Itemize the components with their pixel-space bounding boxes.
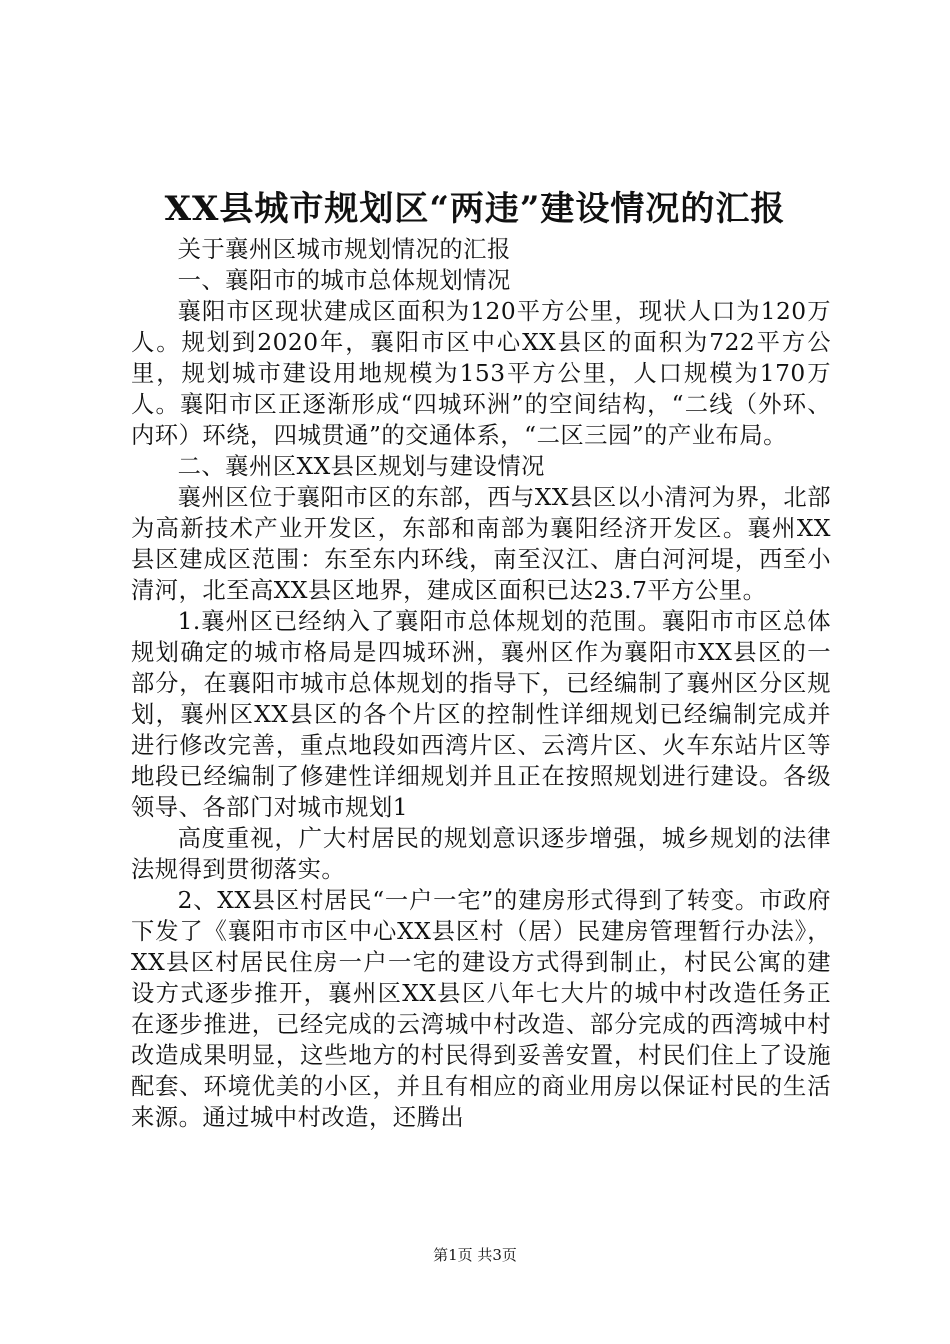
paragraph-section-1-heading: 一、襄阳市的城市总体规划情况 xyxy=(177,267,511,294)
page-number-footer: 第1页 共3页 xyxy=(433,1246,517,1264)
paragraph: 襄州区位于襄阳市区的东部，西与XX县区以小清河为界，北部为高新技术产业开发区，东部和南部为襄阳经济开发区。襄州XX县区建成区范围：东至东内环线，南至汉江、唐白河河堤，西至小清河，北至高XX县区地界，建成区面积已达23.7平方公里。 xyxy=(131,484,831,604)
document-body xyxy=(131,234,831,1133)
paragraph: 高度重视，广大村居民的规划意识逐步增强，城乡规划的法律法规得到贯彻落实。 xyxy=(131,825,831,883)
paragraph-section-2-heading: 二、襄州区XX县区规划与建设情况 xyxy=(177,453,545,480)
paragraph-subtitle: 关于襄州区城市规划情况的汇报 xyxy=(177,236,511,263)
document-title: XX县城市规划区“两违”建设情况的汇报 xyxy=(164,189,786,229)
paragraph: 1.襄州区已经纳入了襄阳市总体规划的范围。襄阳市市区总体规划确定的城市格局是四城环洲，襄州区作为襄阳市XX县区的一部分，在襄阳市城市总体规划的指导下，已经编制了襄州区分区规划，襄州区XX县区的各个片区的控制性详细规划已经编制完成并进行修改完善，重点地段如西湾片区、云湾片区、火车东站片区等地段已经编制了修建性详细规划并且正在按照规划进行建设。各级领导、各部门对城市规划1 xyxy=(131,608,831,821)
paragraph: 2、XX县区村居民“一户一宅”的建房形式得到了转变。市政府下发了《襄阳市市区中心XX县区村（居）民建房管理暂行办法》，XX县区村居民住房一户一宅的建设方式得到制止，村民公寓的建设方式逐步推开，襄州区XX县区八年七大片的城中村改造任务正在逐步推进，已经完成的云湾城中村改造、部分完成的西湾城中村改造成果明显，这些地方的村民得到妥善安置，村民们住上了设施配套、环境优美的小区，并且有相应的商业用房以保证村民的生活来源。通过城中村改造，还腾出 xyxy=(131,887,831,1131)
paragraph: 襄阳市区现状建成区面积为120平方公里，现状人口为120万人。规划到2020年，襄阳市区中心XX县区的面积为722平方公里，规划城市建设用地规模为153平方公里，人口规模为170万人。襄阳市区正逐渐形成“四城环洲”的空间结构，“二线（外环、内环）环绕，四城贯通”的交通体系，“二区三园”的产业布局。 xyxy=(131,298,831,449)
